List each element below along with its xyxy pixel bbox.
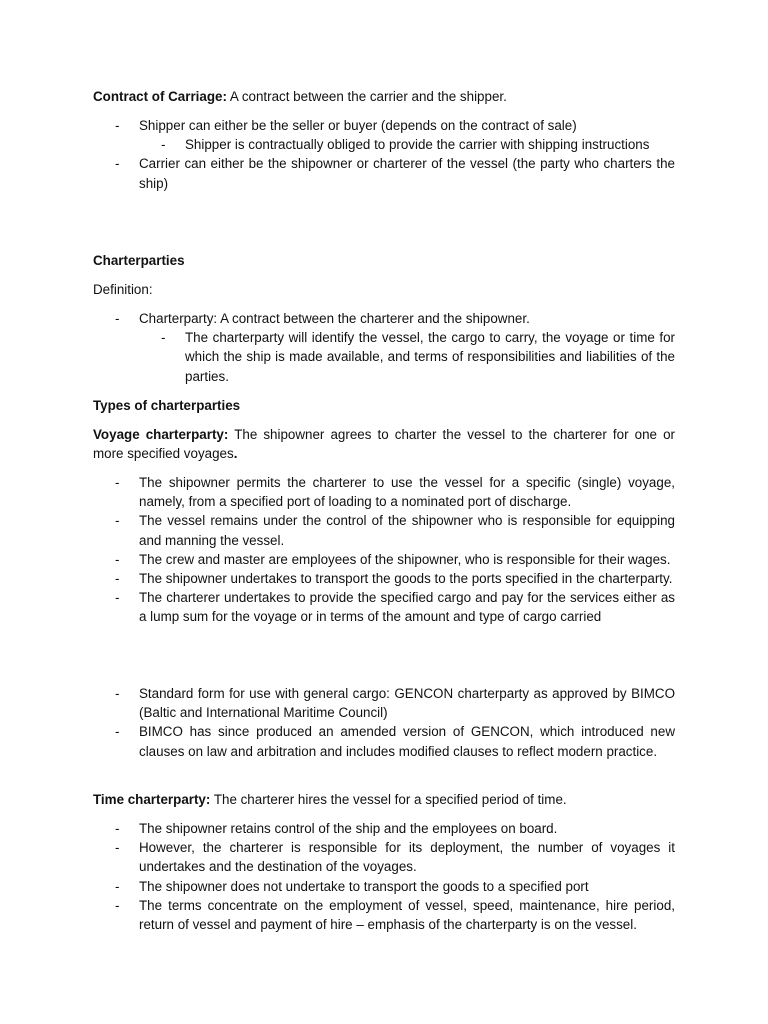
list-item — [93, 550, 675, 569]
time-charterparty-definition: The charterer hires the vessel for a specified period of time. — [210, 792, 567, 807]
charterparty-bullet-text: Charterparty: A contract between the charterer and the shipowner. — [139, 311, 530, 326]
charterparty-sub-bullet-text: The charterparty will identify the vessel, the cargo to carry, the voyage or time for which the ship is made available, and terms of responsibilities and liabilities of the parties. — [185, 330, 675, 384]
charterparties-list — [93, 309, 675, 386]
contract-of-carriage-definition: A contract between the carrier and the shipper. — [226, 89, 507, 104]
voyage-bullet-text: The vessel remains under the control of the shipowner who is responsible for equipping and manning the vessel. — [139, 513, 675, 548]
dash-bullet: - — [161, 137, 166, 153]
dash-bullet: - — [115, 118, 120, 133]
dash-bullet: - — [115, 513, 120, 529]
gencon-bullet-text: BIMCO has since produced an amended version of GENCON, which introduced new clauses on law and arbitration and includes modified clauses to reflect modern practice. — [139, 724, 675, 759]
voyage-bullet-text: The shipowner permits the charterer to use the vessel for a specific (single) voyage, namely, from a specified port of loading to a nominated port of discharge. — [139, 475, 675, 510]
dash-bullet: - — [115, 475, 120, 490]
list-item — [93, 569, 675, 588]
list-item — [93, 877, 675, 896]
gencon-bullet-text: Standard form for use with general cargo: GENCON charterparty as approved by BIMCO (Baltic and International Maritime Council) — [139, 686, 675, 721]
gencon-list — [93, 684, 675, 761]
charterparties-heading: Charterparties — [93, 253, 185, 268]
voyage-bullet-text: The crew and master are employees of the shipowner, who is responsible for their wages. — [139, 551, 671, 567]
list-item — [93, 309, 675, 386]
list-item — [93, 684, 675, 722]
dash-bullet: - — [161, 330, 166, 346]
voyage-charterparty-term: Voyage charterparty: — [93, 427, 229, 442]
shipper-sublist — [139, 135, 675, 154]
voyage-definition-period: . — [233, 446, 238, 462]
time-bullet-text: The shipowner does not undertake to transport the goods to a specified port — [139, 878, 589, 894]
dash-bullet: - — [115, 821, 120, 836]
carrier-bullet-text: Carrier can either be the shipowner or charterer of the vessel (the party who charters the ship) — [139, 156, 675, 191]
list-item — [93, 511, 675, 549]
voyage-charterparty-list — [93, 473, 675, 627]
dash-bullet: - — [115, 724, 120, 740]
dash-bullet: - — [115, 590, 120, 606]
definition-label: Definition: — [93, 282, 153, 297]
list-item — [93, 473, 675, 511]
time-charterparty-list — [93, 819, 675, 934]
list-item — [93, 154, 675, 192]
list-item — [139, 135, 675, 154]
voyage-bullet-text: The charterer undertakes to provide the specified cargo and pay for the services either as a lump sum for the voyage or in terms of the amount and type of cargo carried — [139, 590, 675, 625]
list-item — [93, 116, 675, 154]
shipper-bullet-text: Shipper can either be the seller or buyer (depends on the contract of sale) — [139, 118, 577, 133]
dash-bullet: - — [115, 156, 120, 172]
time-bullet-text: However, the charterer is responsible for its deployment, the number of voyages it undertakes and the destination of the voyages. — [139, 840, 675, 875]
dash-bullet: - — [115, 897, 120, 913]
dash-bullet: - — [115, 571, 120, 587]
time-charterparty-term: Time charterparty: — [93, 792, 211, 807]
time-charterparty-paragraph — [93, 790, 675, 809]
types-heading: Types of charterparties — [93, 398, 241, 413]
time-bullet-text: The shipowner retains control of the ship and the employees on board. — [139, 821, 558, 836]
dash-bullet: - — [115, 686, 120, 701]
dash-bullet: - — [115, 551, 120, 567]
list-item — [93, 722, 675, 760]
list-item — [93, 838, 675, 876]
voyage-charterparty-definition: The shipowner agrees to charter the vessel to the charterer for one or more specified voyages — [93, 427, 675, 462]
list-item — [93, 819, 675, 838]
contract-of-carriage-list — [93, 116, 675, 193]
list-item — [93, 588, 675, 626]
voyage-charterparty-paragraph — [93, 425, 675, 463]
charterparty-sublist — [139, 328, 675, 386]
dash-bullet: - — [115, 878, 120, 894]
dash-bullet: - — [115, 311, 120, 326]
contract-of-carriage-paragraph — [93, 87, 675, 106]
dash-bullet: - — [115, 840, 120, 856]
shipper-sub-bullet-text: Shipper is contractually obliged to provide the carrier with shipping instructions — [185, 137, 650, 153]
contract-of-carriage-term: Contract of Carriage: — [93, 89, 227, 104]
voyage-bullet-text: The shipowner undertakes to transport the goods to the ports specified in the charterparty. — [139, 571, 673, 587]
time-bullet-text: The terms concentrate on the employment of vessel, speed, maintenance, hire period, return of vessel and payment of hire – emphasis of the charterparty is on the vessel. — [139, 897, 675, 933]
list-item — [93, 896, 675, 934]
list-item — [139, 328, 675, 386]
